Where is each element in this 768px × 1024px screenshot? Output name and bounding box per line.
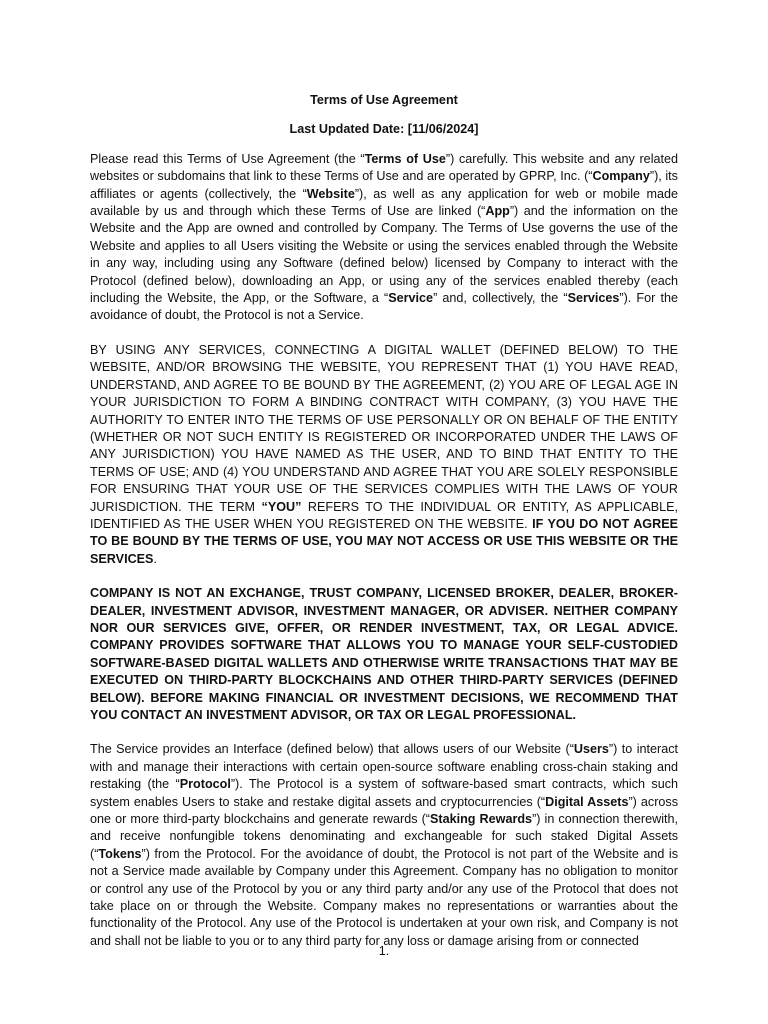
defined-term: App: [485, 204, 510, 219]
text-run: ”) across one or more third-party blockchains and generate rewards (“: [90, 794, 678, 827]
text-run: The Service provides an Interface (defined below) that allows users of our Website (“: [90, 742, 574, 757]
text-run: ”) carefully. This website and any related websites or subdomains that link to these Terms of Use and are operated by GPRP, Inc. (“: [90, 151, 678, 184]
defined-term: Protocol: [179, 777, 231, 792]
text-run: ” and, collectively, the “: [433, 291, 568, 306]
bold-statement: IF YOU DO NOT AGREE TO BE BOUND BY THE TERMS OF USE, YOU MAY NOT ACCESS OR USE THIS WEBSITE OR THE SERVICES: [90, 516, 678, 566]
text-run: ”) to interact with and manage their interactions with certain open-source software enabling cross-chain staking and restaking (the “: [90, 742, 679, 792]
paragraph-service-description: [90, 741, 678, 950]
document-body: [90, 92, 678, 967]
defined-term: Digital Assets: [545, 794, 629, 809]
last-updated-date: Last Updated Date: [11/06/2024]: [289, 122, 479, 137]
text-run: ”), its affiliates or agents (collectively, the “: [90, 169, 678, 201]
text-run: ”), as well as any application for web or mobile made available by us and through which these Terms of Use are linked (“: [90, 186, 678, 219]
text-run: REFERS TO THE INDIVIDUAL OR ENTITY, AS APPLICABLE, IDENTIFIED AS THE USER WHEN YOU REGISTERED ON THE WEBSITE.: [90, 499, 679, 531]
text-run: ”) from the Protocol. For the avoidance of doubt, the Protocol is not part of the Website and is not a Service made available by Company under this Agreement. Company has no obligation to monitor or control any use of the Protocol by you or any third party and/or any use of the Protocol that does not take place on or through the Website. Company makes no representations or warranties about the functionality of the Protocol. Any use of the Protocol is undertaken at your own risk, and Company is not and shall not be liable to you or to any third party for any loss or damage arising from or connected: [90, 846, 678, 948]
defined-term: Website: [306, 186, 355, 201]
paragraph-disclaimer: [90, 585, 678, 724]
text-run: ”). For the avoidance of doubt, the Protocol is not a Service.: [90, 291, 678, 323]
defined-term: Users: [573, 742, 609, 757]
text-run: ”) in connection therewith, and receive nonfungible tokens denominating and exchangeable for such staked Digital Assets (“: [90, 812, 679, 861]
paragraph-intro: [90, 151, 678, 325]
bold-statement: COMPANY IS NOT AN EXCHANGE, TRUST COMPANY, LICENSED BROKER, DEALER, BROKER-DEALER, INVESTMENT ADVISOR, INVESTMENT MANAGER, OR ADVISER. NEITHER COMPANY NOR OUR SERVICES GIVE, OFFER, OR RENDER INVESTMENT, TAX, OR LEGAL ADVICE. COMPANY PROVIDES SOFTWARE THAT ALLOWS YOU TO MANAGE YOUR SELF-CUSTODIED SOFTWARE-BASED DIGITAL WALLETS AND OTHERWISE WRITE TRANSACTIONS THAT MAY BE EXECUTED ON THIRD-PARTY BLOCKCHAINS AND OTHER THIRD-PARTY SERVICES (DEFINED BELOW). BEFORE MAKING FINANCIAL OR INVESTMENT DECISIONS, WE RECOMMEND THAT YOU CONTACT AN INVESTMENT ADVISOR, OR TAX OR LEGAL PROFESSIONAL.: [90, 586, 678, 722]
text-run: ”). The Protocol is a system of software-based smart contracts, which such system enables Users to stake and restake digital assets and cryptocurrencies (“: [90, 777, 678, 809]
defined-term: Tokens: [98, 846, 142, 861]
defined-term: Staking Rewards: [429, 812, 533, 827]
defined-term: Service: [388, 291, 434, 306]
document-title: Terms of Use Agreement: [310, 93, 458, 107]
text-run: BY USING ANY SERVICES, CONNECTING A DIGITAL WALLET (DEFINED BELOW) TO THE WEBSITE, AND/OR BROWSING THE WEBSITE, YOU REPRESENT THAT (1) YOU HAVE READ, UNDERSTAND, AND AGREE TO BE BOUND BY THE AGREEMENT, (2) YOU ARE OF LEGAL AGE IN YOUR JURISDICTION TO FORM A BINDING CONTRACT WITH COMPANY, (3) YOU HAVE THE AUTHORITY TO ENTER INTO THE TERMS OF USE PERSONALLY OR ON BEHALF OF THE ENTITY (WHETHER OR NOT SUCH ENTITY IS REGISTERED OR INCORPORATED UNDER THE LAWS OF ANY JURISDICTION) YOU HAVE NAMED AS THE USER, AND TO BIND THAT ENTITY TO THE TERMS OF USE; AND (4) YOU UNDERSTAND AND AGREE THAT YOU ARE SOLELY RESPONSIBLE FOR ENSURING THAT YOUR USE OF THE SERVICES COMPLIES WITH THE LAWS OF YOUR JURISDICTION. THE TERM: [90, 342, 678, 514]
text-run: Please read this Terms of Use Agreement (the “: [90, 151, 365, 166]
defined-term: Company: [592, 169, 650, 184]
defined-term: Terms of Use: [364, 151, 446, 166]
page-number: 1.: [378, 944, 390, 958]
defined-term: Services: [567, 291, 620, 306]
text-run: ”) and the information on the Website and the App are owned and controlled by Company. The Terms of Use governs the use of the Website and applies to all Users visiting the Website or using the services enabled through the Website in any way, including using any Software (defined below) licensed by Company to interact with the Protocol (defined below), downloading an App, or using any of the services enabled thereby (each including the Website, the App, or the Software, a “: [90, 204, 679, 306]
paragraph-acceptance: [90, 342, 678, 568]
text-run: .: [153, 551, 157, 566]
defined-term: “YOU”: [261, 499, 302, 514]
